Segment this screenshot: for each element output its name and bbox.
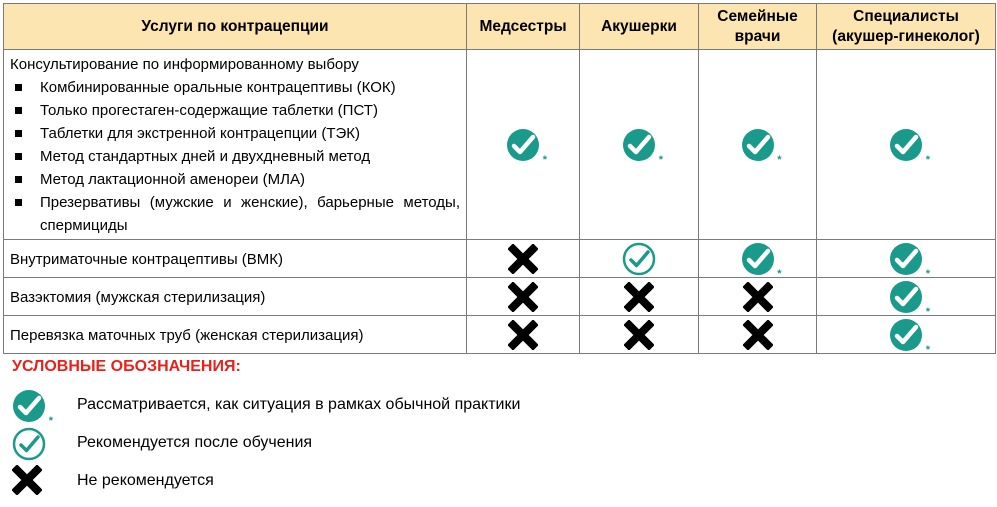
- mark-cell: [580, 50, 699, 240]
- legend-text: Не рекомендуется: [77, 472, 214, 489]
- training-check-icon: [622, 242, 656, 276]
- mark-cell: [699, 240, 817, 278]
- mark-cell: [817, 240, 996, 278]
- routine-check-icon: [741, 128, 782, 166]
- cross-icon: [12, 465, 42, 495]
- cross-icon: [508, 244, 538, 274]
- legend-title: УСЛОВНЫЕ ОБОЗНАЧЕНИЯ:: [12, 358, 241, 375]
- mark-cell: [467, 278, 580, 316]
- mark-cell: [817, 316, 996, 354]
- routine-check-icon: [622, 128, 663, 166]
- mark-cell: [580, 316, 699, 354]
- mark-cell: [467, 50, 580, 240]
- routine-check-icon: [12, 389, 53, 427]
- routine-check-icon: [889, 128, 930, 166]
- header-family-doctors: [699, 4, 817, 50]
- header-specialists: [817, 4, 996, 50]
- star-mark: *: [777, 267, 782, 280]
- mark-cell: [699, 50, 817, 240]
- star-mark: *: [925, 305, 930, 318]
- header-family-doctors-label: Семейные врачи: [717, 7, 798, 45]
- cross-icon: [508, 320, 538, 350]
- mark-cell: [467, 240, 580, 278]
- service-cell: [4, 50, 467, 240]
- routine-check-icon: [889, 280, 930, 318]
- mark-cell: [580, 240, 699, 278]
- list-item: Метод лактационной аменореи (МЛА): [10, 168, 460, 191]
- mark-cell: [817, 278, 996, 316]
- table-row: [4, 316, 996, 354]
- service-cell: Внутриматочные контрацептивы (ВМК): [4, 240, 467, 278]
- service-title: Консультирование по информированному выбору: [10, 56, 359, 73]
- table-row: [4, 278, 996, 316]
- header-midwives: Акушерки: [580, 4, 699, 50]
- header-service: Услуги по контрацепции: [4, 4, 467, 50]
- star-mark: *: [658, 153, 663, 166]
- routine-check-icon: [506, 128, 547, 166]
- mark-cell: [467, 316, 580, 354]
- cross-icon: [624, 282, 654, 312]
- list-item: Таблетки для экстренной контрацепции (ТЭК): [10, 122, 460, 145]
- cross-icon: [624, 320, 654, 350]
- routine-check-icon: [889, 242, 930, 280]
- training-check-icon: [12, 427, 46, 461]
- header-nurses: Медсестры: [467, 4, 580, 50]
- list-item: Комбинированные оральные контрацептивы (КОК): [10, 76, 460, 99]
- star-mark: *: [542, 153, 547, 166]
- method-list: [10, 76, 460, 237]
- star-mark: *: [925, 343, 930, 356]
- table-row: [4, 50, 996, 240]
- mark-cell: [699, 278, 817, 316]
- legend-text: Рекомендуется после обучения: [77, 434, 313, 451]
- header-specialists-label: Специалисты (акушер-гинеколог): [832, 7, 980, 45]
- table-header-row: [4, 4, 996, 50]
- mark-cell: [580, 278, 699, 316]
- cross-icon: [743, 320, 773, 350]
- star-mark: *: [925, 267, 930, 280]
- mark-cell: [817, 50, 996, 240]
- star-mark: *: [777, 153, 782, 166]
- cross-icon: [743, 282, 773, 312]
- table-row: [4, 240, 996, 278]
- star-mark: *: [48, 415, 53, 427]
- service-cell: Перевязка маточных труб (женская стерилизация): [4, 316, 467, 354]
- routine-check-icon: [889, 318, 930, 356]
- routine-check-icon: [741, 242, 782, 280]
- list-item: Презервативы (мужские и женские), барьерные методы, спермициды: [10, 191, 460, 237]
- list-item: Метод стандартных дней и двухдневный метод: [10, 145, 460, 168]
- mark-cell: [699, 316, 817, 354]
- star-mark: *: [925, 153, 930, 166]
- service-cell: Вазэктомия (мужская стерилизация): [4, 278, 467, 316]
- legend-text: Рассматривается, как ситуация в рамках обычной практики: [77, 396, 521, 413]
- contraception-services-table: [3, 3, 996, 354]
- cross-icon: [508, 282, 538, 312]
- list-item: Только прогестаген-содержащие таблетки (ПСТ): [10, 99, 460, 122]
